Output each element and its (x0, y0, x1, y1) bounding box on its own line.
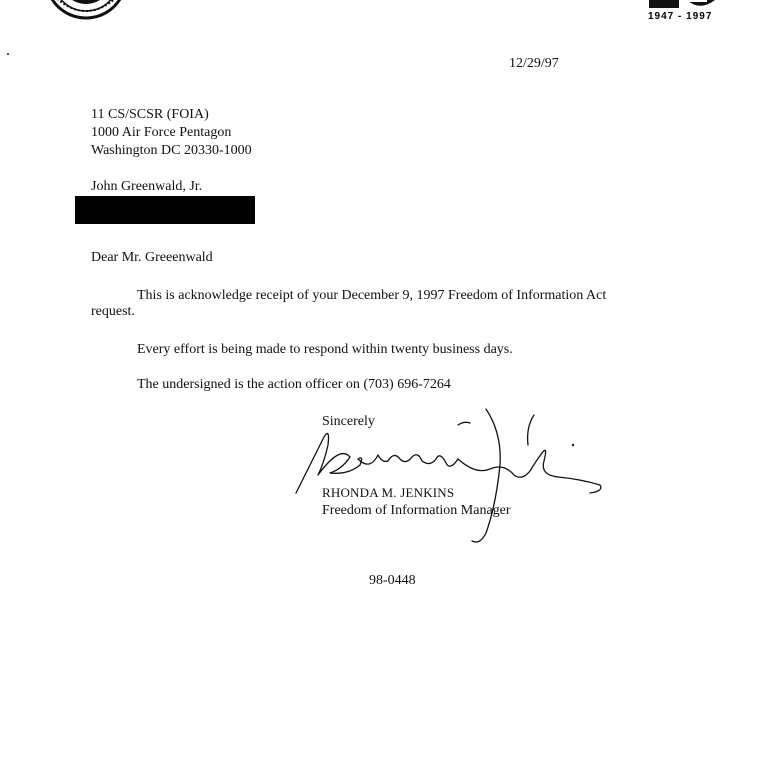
sender-address-line: 11 CS/SCSR (FOIA) (91, 107, 209, 122)
reference-number: 98-0448 (369, 573, 416, 588)
salutation: Dear Mr. Greeenwald (91, 250, 213, 265)
sender-address-line: 1000 Air Force Pentagon (91, 125, 232, 140)
sender-address-line: Washington DC 20330-1000 (91, 143, 252, 158)
body-paragraph-1-line-1: This is acknowledge receipt of your December 9, 1997 Freedom of Information Act (137, 288, 607, 303)
body-paragraph-3: The undersigned is the action officer on (703) 696-7264 (137, 377, 451, 392)
signer-title: Freedom of Information Manager (322, 503, 511, 518)
recipient-name: John Greenwald, Jr. (91, 179, 203, 194)
handwritten-signature (290, 405, 610, 555)
scan-speck (7, 53, 9, 55)
closing: Sincerely (322, 414, 375, 429)
body-paragraph-1-line-2: request. (91, 304, 135, 319)
signer-name: RHONDA M. JENKINS (322, 485, 455, 500)
body-paragraph-2: Every effort is being made to respond within twenty business days. (137, 342, 513, 357)
letter-date: 12/29/97 (509, 56, 559, 71)
anniversary-years: 1947 - 1997 (648, 11, 713, 22)
department-seal-icon (44, 0, 128, 20)
redaction-bar (75, 196, 255, 224)
